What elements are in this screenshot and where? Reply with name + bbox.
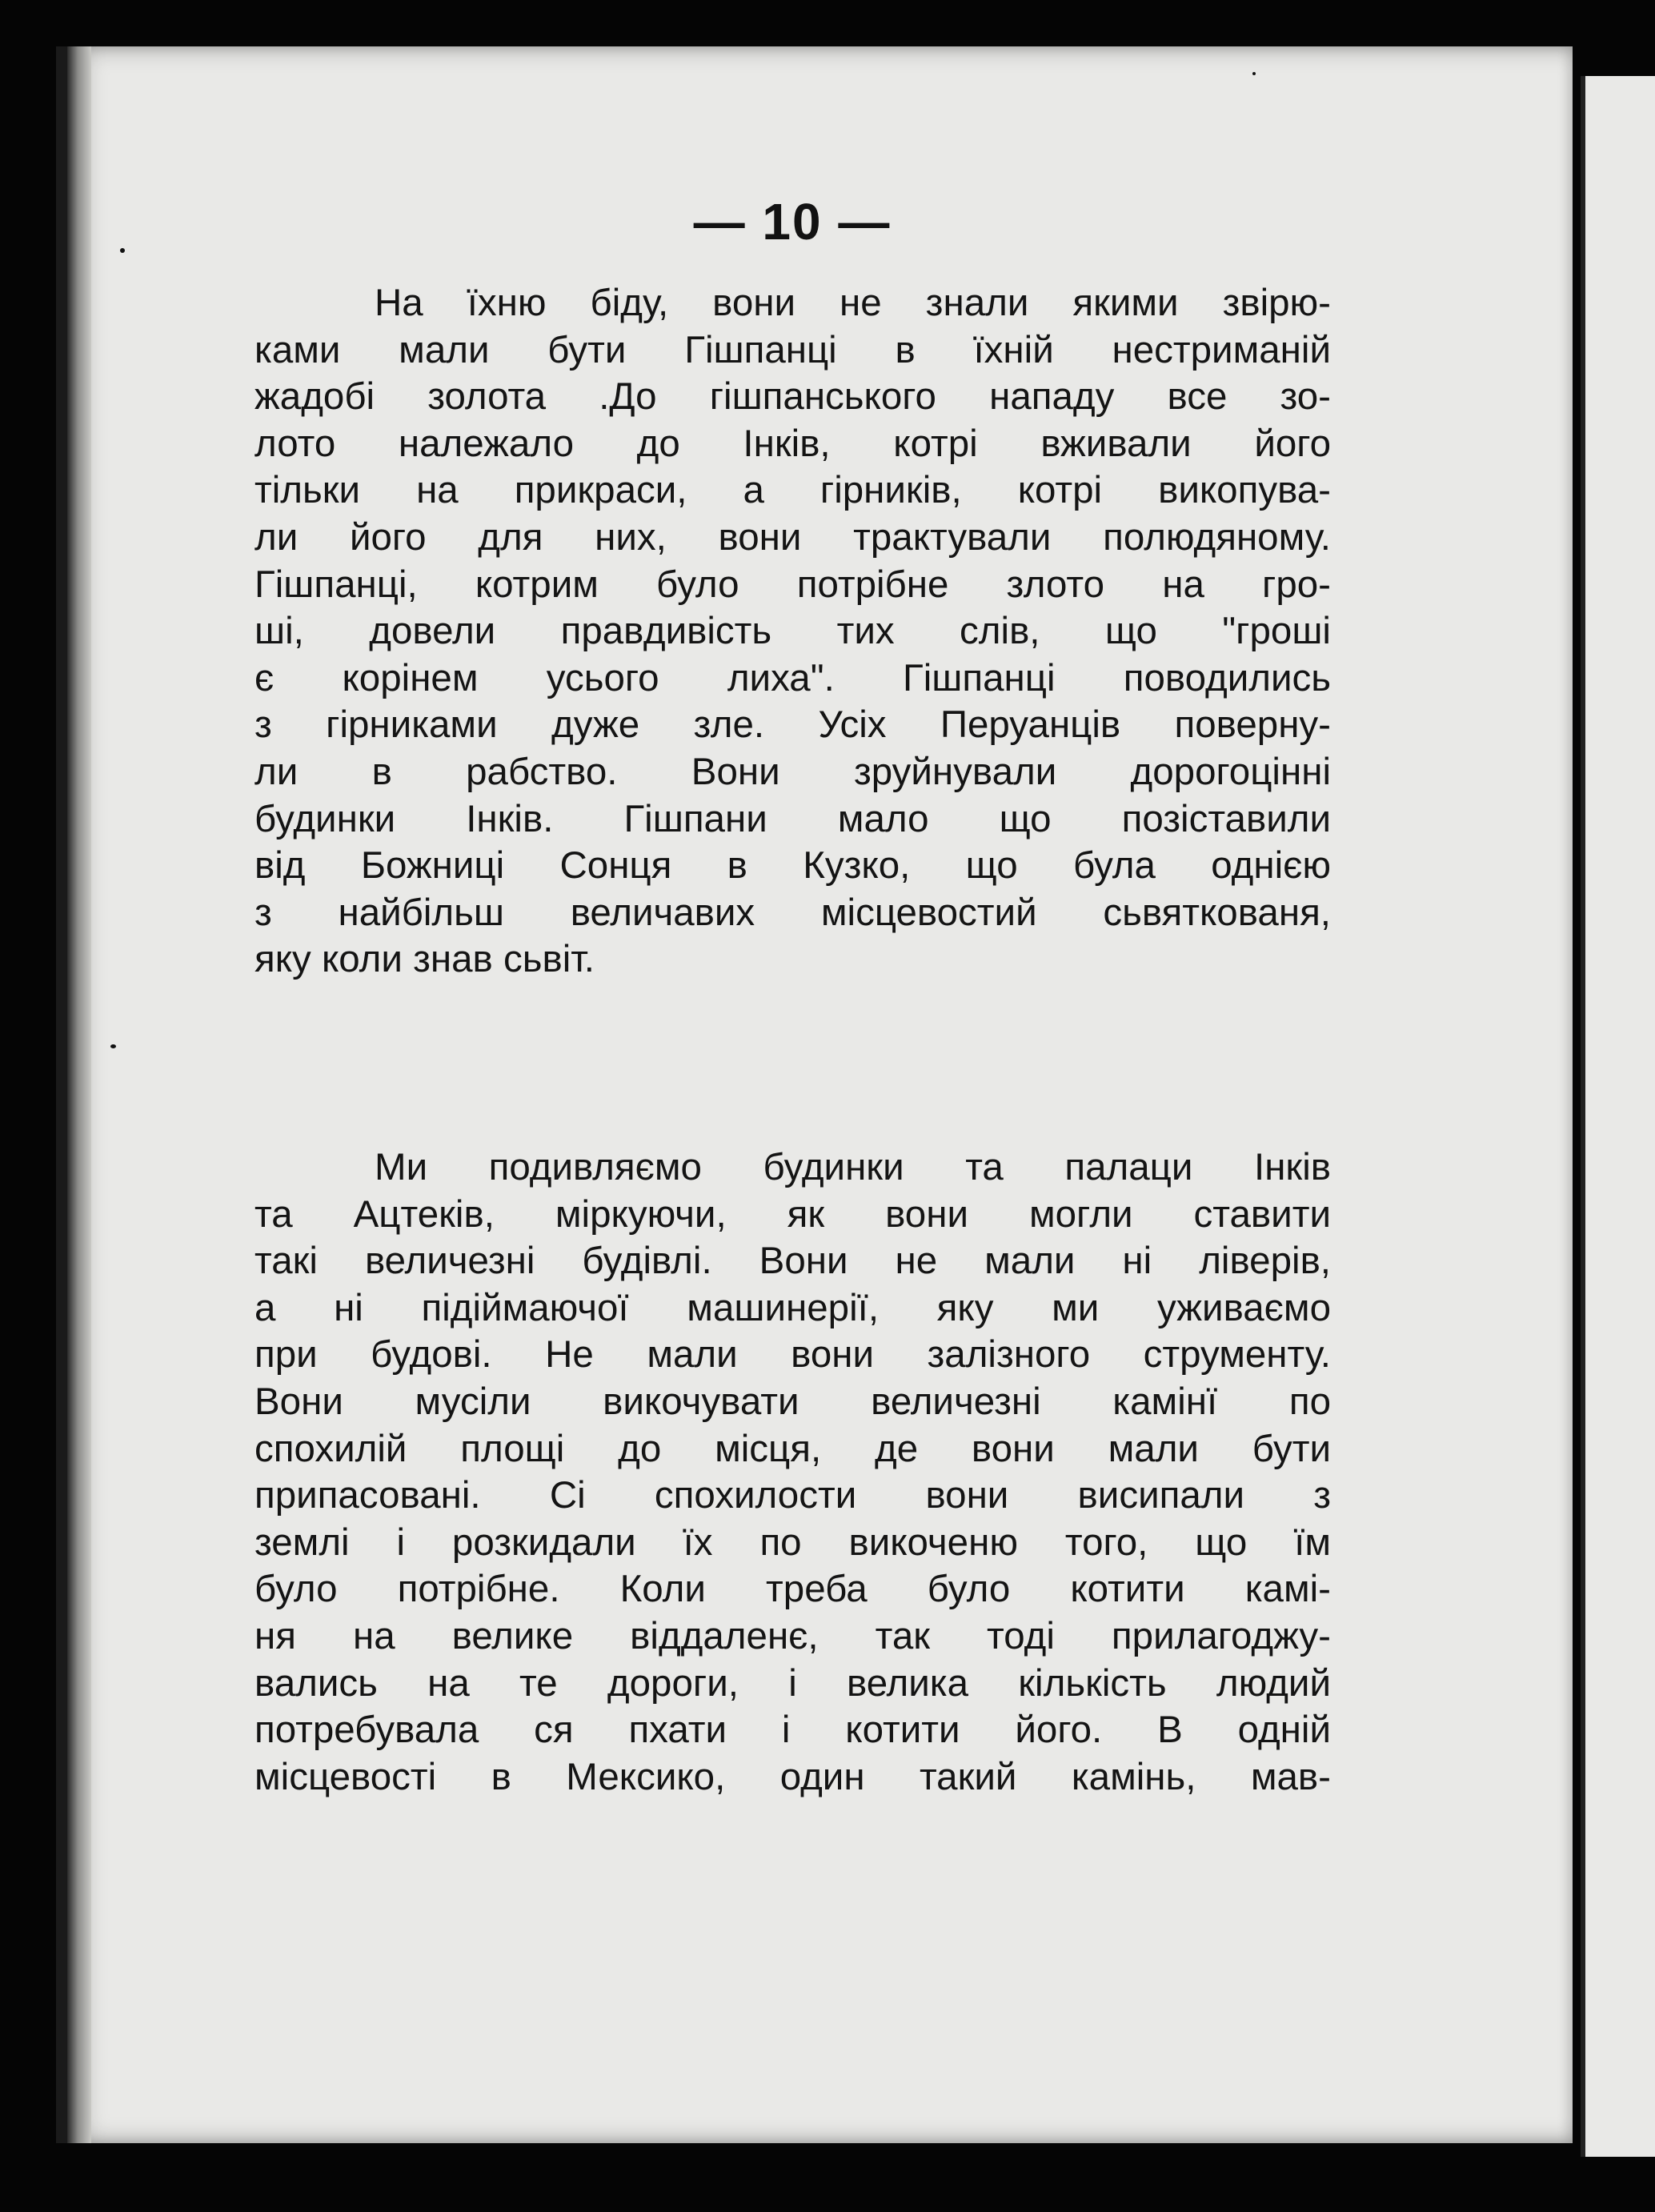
text-line: припасовані. Сі спохилости вони висипали з [254, 1474, 1331, 1517]
text-line: ками мали бути Гішпанці в їхній нестриманій [254, 328, 1331, 371]
paragraph-2 [254, 1144, 1331, 1801]
text-line: від Божниці Сонця в Кузко, що була однією [254, 844, 1331, 888]
scan-speck [110, 1044, 116, 1048]
text-line: На їхню біду, вони не знали якими звірю- [375, 282, 1331, 324]
text-line: ли його для них, вони трактували полюдяному. [254, 515, 1331, 559]
adjacent-page-edge [1581, 76, 1655, 2157]
text-line: а ні підіймаючої машинерії, яку ми уживаємо [254, 1286, 1331, 1329]
text-line: тільки на прикраси, а гірників, котрі викопува- [254, 469, 1331, 512]
text-line: було потрібне. Коли треба було котити камі- [254, 1568, 1331, 1611]
text-line: такі величезні будівлі. Вони не мали ні ліверів, [254, 1240, 1331, 1283]
page-number: — 10 — [693, 193, 892, 250]
text-line: з гірниками дуже зле. Усіх Перуанців поверну- [254, 703, 1331, 747]
text-line: яку коли знав сьвіт. [254, 938, 595, 981]
paragraph-1 [254, 280, 1331, 984]
text-line: з найбільш величавих місцевостий сьвяткованя, [254, 891, 1331, 934]
book-spine-shadow [67, 46, 91, 2143]
text-line: лото належало до Інків, котрі вживали його [254, 422, 1331, 465]
text-line: Гішпанці, котрим було потрібне злото на гро- [254, 563, 1331, 606]
text-line: ші, довели правдивість тих слів, що "гроші [254, 610, 1331, 653]
text-line: Ми подивляємо будинки та палаци Інків [375, 1146, 1331, 1188]
text-line: ня на велике віддаленє, так тоді прилагоджу- [254, 1614, 1331, 1657]
text-line: будинки Інків. Гішпани мало що позіставили [254, 797, 1331, 840]
text-line: Вони мусіли викочувати величезні камінї по [254, 1380, 1331, 1423]
text-line: та Ацтеків, міркуючи, як вони могли ставити [254, 1192, 1331, 1236]
text-line: місцевості в Мексико, один такий камінь, мав- [254, 1755, 1331, 1798]
text-line: ли в рабство. Вони зруйнували дорогоцінні [254, 750, 1331, 793]
text-line: жадобі золота .До гішпанського нападу все зо- [254, 375, 1331, 419]
text-line: потребувала ся пхати і котити його. В одній [254, 1709, 1331, 1752]
scan-speck [1252, 72, 1256, 75]
scan-speck [120, 248, 125, 253]
text-line: вались на те дороги, і велика кількість людий [254, 1661, 1331, 1705]
text-line: є корінем усього лиха". Гішпанці поводились [254, 656, 1331, 699]
text-line: спохилій площі до місця, де вони мали бути [254, 1427, 1331, 1470]
text-line: при будові. Не мали вони залізного струменту. [254, 1333, 1331, 1376]
text-line: землі і розкидали їх по викоченю того, що їм [254, 1521, 1331, 1564]
